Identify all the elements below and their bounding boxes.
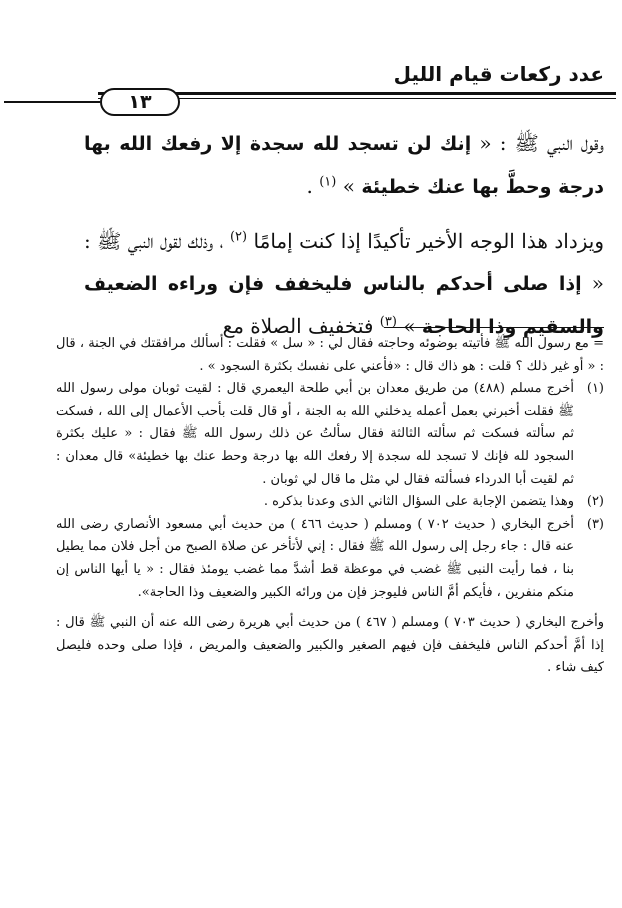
- footnote-3-text: أخرج البخاري ( حديث ٧٠٢ ) ومسلم ( حديث ٤٦٦ ) من حديث أبي مسعود الأنصاري رضى الله عنه قال : جاء رجل إلى رسول الله ﷺ فقال : إني لأتأخر عن صلاة الصبح من أجل فلان مما يطيل بنا ، فما رأيت النبى ﷺ غضب في موعظة قط أشدَّ مما غضب يومئذ فقال : « يا أيها الناس إن منكم منفرين ، فأيكم أمَّ الناس فليوجز فإن من ورائه الكبير والضعيف وذا الحاجة».: [56, 516, 574, 600]
- footnote-1-text: أخرج مسلم (٤٨٨) من طريق معدان بن أبي طلحة اليعمري قال : لقيت ثوبان مولى رسول الله ﷺ فقلت أخبرني بعمل أعمله يدخلني الله به الجنة ، أو قال قلت بأحب الأعمال إلى الله ، فسكت ثم سألته فسكت ثم سألته الثالثة فقال سألتُ عن ذلك رسول الله ﷺ فقال : « عليك بكثرة السجود لله فإنك لا تسجد لله سجدة إلا رفعك الله بها درجة وحط عنك بها خطيئة» قال معدان : ثم لقيت أبا الدرداء فسألته فقال لي مثل ما قال لي ثوبان .: [56, 381, 574, 487]
- footnote-1-number: (١): [586, 381, 604, 397]
- footnote-3-continued: وأخرج البخاري ( حديث ٧٠٣ ) ومسلم ( ٤٦٧ ) من حديث أبي هريرة رضى الله عنه أن النبي ﷺ قال : إذا أمَّ أحدكم الناس فليخفف فإن فيهم الصغير والكبير والضعيف والمريض ، فإذا صلى وحده فليصل كيف شاء .: [56, 615, 604, 676]
- footnote-ref-3[interactable]: (٣): [379, 314, 397, 330]
- paragraph-1: [84, 122, 604, 208]
- page-number: ١٣: [128, 91, 152, 113]
- page-number-tail: [4, 101, 100, 103]
- page-number-badge: [100, 88, 180, 116]
- p2-close-quote: »: [396, 314, 422, 338]
- footnotes: [56, 333, 604, 680]
- p1-close-quote: »: [336, 174, 362, 198]
- footnote-2: [56, 491, 604, 514]
- p2-hadith: إذا صلى أحدكم بالناس فليخفف فإن وراءه الضعيف والسقيم وذا الحاجة: [84, 273, 604, 338]
- running-header-title: عدد ركعات قيام الليل: [393, 62, 604, 86]
- footnote-continuation: = مع رسول الله ﷺ فأتيته بوضوئه وحاجته فقال لي : « سل » فقلت : أسألك مرافقتك في الجنة ، قال : « أو غير ذلك ؟ قلت : هو ذاك قال : «فأعني على نفسك بكثرة السجود » .: [56, 336, 604, 374]
- p2-end: فتخفيف الصلاة مع: [222, 314, 380, 338]
- p1-intro: وقول النبي ﷺ : «: [471, 131, 605, 155]
- footnote-separator: [384, 327, 604, 328]
- paragraph-2: [84, 220, 604, 348]
- footnote-1: [56, 378, 604, 491]
- p2-mid: ، وذلك لقول النبي ﷺ : «: [84, 229, 605, 295]
- footnote-2-number: (٢): [586, 494, 604, 510]
- footnote-3-number: (٣): [586, 516, 604, 532]
- footnote-ref-2[interactable]: (٢): [229, 229, 248, 245]
- footnote-3: [56, 514, 604, 604]
- main-text: [84, 122, 604, 348]
- p2-intro: ويزداد هذا الوجه الأخير تأكيدًا إذا كنت إمامًا: [247, 229, 604, 253]
- footnote-2-text: وهذا يتضمن الإجابة على السؤال الثاني الذى وعدنا بذكره .: [263, 494, 574, 510]
- footnote-ref-1[interactable]: (١): [319, 174, 337, 190]
- p1-end: .: [306, 174, 320, 198]
- p1-hadith: إنك لن تسجد لله سجدة إلا رفعك الله بها درجة وحطَّ بها عنك خطيئة: [84, 133, 604, 198]
